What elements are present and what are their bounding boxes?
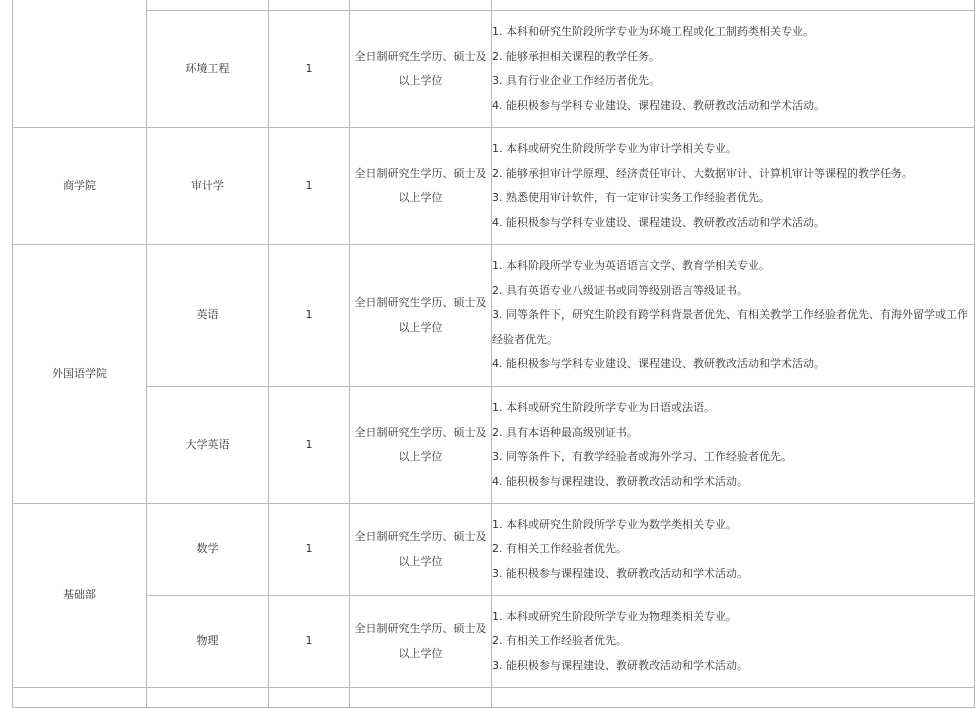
requirement-item: 4. 能积极参与学科专业建设、课程建设、教研教改活动和学术活动。 — [492, 215, 825, 229]
requirement-item: 3. 同等条件下，有教学经验者或海外学习、工作经验者优先。 — [492, 450, 792, 463]
requirements-cell — [492, 387, 975, 504]
requirement-item: 1. 本科或研究生阶段所学专业为审计学相关专业。 — [492, 142, 737, 155]
table-row — [13, 387, 975, 504]
count-cell — [269, 688, 350, 708]
requirements-cell — [492, 128, 975, 245]
education-cell — [350, 688, 492, 708]
education-cell: 全日制研究生学历、硕士及以上学位 — [350, 596, 492, 688]
requirement-item: 4. 能积极参与学科专业建设、课程建设、教研教改活动和学术活动。 — [492, 98, 825, 112]
requirements-cell — [492, 596, 975, 688]
major-cell: 物理 — [147, 596, 269, 688]
major-cell: 大学英语 — [147, 387, 269, 504]
requirements-cell — [492, 688, 975, 708]
requirement-item: 2. 有相关工作经验者优先。 — [492, 634, 627, 648]
major-cell: 数学 — [147, 504, 269, 596]
requirements-cell — [492, 504, 975, 596]
requirement-item: 1. 本科和研究生阶段所学专业为环境工程或化工制药类相关专业。 — [492, 25, 814, 38]
major-cell — [147, 0, 269, 11]
education-cell: 全日制研究生学历、硕士及以上学位 — [350, 128, 492, 245]
requirement-item: 2. 能够承担相关课程的教学任务。 — [492, 49, 660, 63]
table-row — [13, 245, 975, 387]
count-cell — [269, 0, 350, 11]
table-row — [13, 11, 975, 128]
table-row — [13, 596, 975, 688]
requirement-item: 3. 同等条件下，研究生阶段有跨学科背景者优先、有相关教学工作经验者优先、有海外留学或工作经验者优先。 — [492, 308, 968, 346]
requirement-item: 2. 能够承担审计学原理、经济责任审计、大数据审计、计算机审计等课程的教学任务。 — [492, 166, 913, 180]
requirements-cell — [492, 0, 975, 11]
requirement-item: 2. 有相关工作经验者优先。 — [492, 542, 627, 556]
requirement-item: 3. 熟悉使用审计软件，有一定审计实务工作经验者优先。 — [492, 191, 770, 204]
education-cell: 全日制研究生学历、硕士及以上学位 — [350, 245, 492, 387]
requirement-item: 1. 本科或研究生阶段所学专业为数学类相关专业。 — [492, 517, 737, 531]
table-row — [13, 128, 975, 245]
table-row-top-cutoff — [13, 0, 975, 11]
requirement-item: 1. 本科阶段所学专业为英语语言文学、教育学相关专业。 — [492, 259, 770, 273]
count-cell: 1 — [269, 596, 350, 688]
major-cell: 审计学 — [147, 128, 269, 245]
requirement-item: 2. 具有本语种最高级别证书。 — [492, 425, 638, 439]
dept-cell: 外国语学院 — [13, 245, 147, 504]
education-cell — [350, 0, 492, 11]
requirement-item: 4. 能积极参与课程建设、教研教改活动和学术活动。 — [492, 474, 748, 488]
requirement-item: 4. 能积极参与学科专业建设、课程建设、教研教改活动和学术活动。 — [492, 357, 825, 371]
major-cell: 英语 — [147, 245, 269, 387]
dept-cell: 商学院 — [13, 128, 147, 245]
count-cell: 1 — [269, 504, 350, 596]
table-row — [13, 504, 975, 596]
dept-cell — [13, 688, 147, 708]
requirement-item: 2. 具有英语专业八级证书或同等级别语言等级证书。 — [492, 283, 748, 297]
requirement-item: 3. 具有行业企业工作经历者优先。 — [492, 74, 660, 87]
table-row-bottom-cutoff — [13, 688, 975, 708]
major-cell: 环境工程 — [147, 11, 269, 128]
requirement-item: 1. 本科或研究生阶段所学专业为日语或法语。 — [492, 401, 715, 414]
requirement-item: 1. 本科或研究生阶段所学专业为物理类相关专业。 — [492, 609, 737, 623]
dept-cell — [13, 0, 147, 128]
count-cell: 1 — [269, 11, 350, 128]
education-cell: 全日制研究生学历、硕士及以上学位 — [350, 504, 492, 596]
education-cell: 全日制研究生学历、硕士及以上学位 — [350, 11, 492, 128]
recruitment-table — [12, 0, 975, 708]
education-cell: 全日制研究生学历、硕士及以上学位 — [350, 387, 492, 504]
requirement-item: 3. 能积极参与课程建设、教研教改活动和学术活动。 — [492, 658, 748, 672]
major-cell — [147, 688, 269, 708]
count-cell: 1 — [269, 128, 350, 245]
dept-cell: 基础部 — [13, 504, 147, 688]
requirements-cell — [492, 245, 975, 387]
requirement-item: 3. 能积极参与课程建设、教研教改活动和学术活动。 — [492, 566, 748, 580]
requirements-cell — [492, 11, 975, 128]
count-cell: 1 — [269, 245, 350, 387]
count-cell: 1 — [269, 387, 350, 504]
